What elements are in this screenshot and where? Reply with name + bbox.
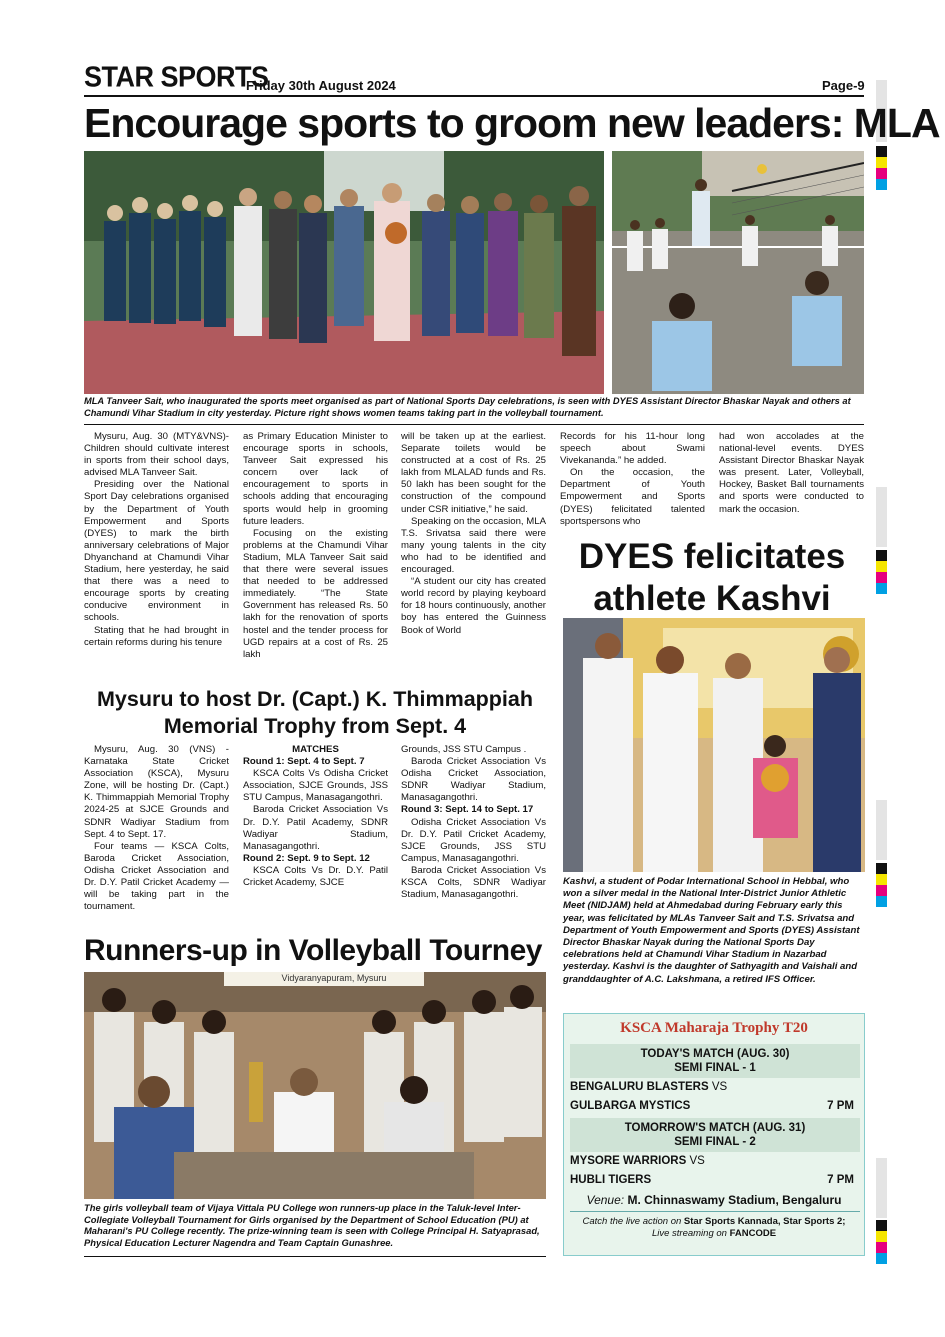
- photo-volleyball-team: [84, 972, 546, 1199]
- paragraph: as Primary Education Minister to encourage sports in schools, Tanveer Sait expressed his concern over lack of encouragement to sports in schools adding that encouraging sports would help in grooming future leaders.: [243, 431, 388, 527]
- paragraph: Records for his 11-hour long speech about Swami Vivekananda.” he added.: [560, 431, 705, 467]
- ksca-title: KSCA Maharaja Trophy T20: [620, 1020, 808, 1036]
- page-number: Page-9: [822, 78, 865, 93]
- color-registration-marks: [876, 1220, 887, 1264]
- caption-rule: [84, 1256, 546, 1257]
- today-team-1: [570, 1081, 860, 1093]
- streaming-line: Live streaming on FANCODE: [651, 1228, 777, 1239]
- photo-mla-group: [84, 151, 604, 394]
- broadcast-info: [564, 1216, 864, 1240]
- round-heading: Round 1: Sept. 4 to Sept. 7: [243, 756, 365, 768]
- paragraph: Stating that he had brought in certain reforms during his tenure: [84, 624, 229, 648]
- margin-bar: [876, 1158, 887, 1218]
- photo-kashvi-felicitation: [563, 618, 865, 872]
- team-name: GULBARGA MYSTICS: [570, 1100, 691, 1112]
- tomorrow-match-time: 7 PM: [827, 1174, 854, 1186]
- today-match-band: [570, 1044, 860, 1078]
- paragraph: On the occasion, the Department of Youth Empowerment and Sports (DYES) felicitated talented sportspersons who: [560, 467, 705, 527]
- streaming-platform: FANCODE: [729, 1228, 777, 1239]
- headline-volleyball-runners-up: Runners-up in Volleyball Tourney: [84, 934, 542, 967]
- headline-encourage-sports: Encourage sports to groom new leaders: MLA: [84, 100, 940, 146]
- team-name: BENGALURU BLASTERS: [570, 1081, 709, 1093]
- paragraph: Baroda Cricket Association Vs Dr. D.Y. Patil Academy, SDNR Wadiyar Stadium, Manasagangothri.: [243, 804, 388, 852]
- venue-divider: [570, 1211, 860, 1212]
- color-registration-marks: [876, 146, 887, 190]
- vs-label: VS: [689, 1155, 705, 1167]
- photo-volleyball-match: [612, 151, 864, 394]
- photo-caption-kashvi: Kashvi, a student of Podar International School in Hebbal, who won a silver medal in the National Inter-District Junior Athletic Meet (NIDJAM) held at Ahmedabad during February early this year, was felicitated by MLAs Tanveer Sait and T.S. Srivatsa and Department of Youth Empowerment and Sports (DYES) Assistant Director Bhaskar Nayak during the National Sports Day celebrations held at Chamundi Vihar Stadium in Nazarbad yesterday. Kashvi is the daughter of Sathyagith and Vaishali and granddaughter of A.C. Lakshmana, a retired IFS Officer.: [563, 876, 860, 985]
- today-team-2: [570, 1100, 860, 1112]
- margin-bar: [876, 800, 887, 860]
- vs-label: VS: [711, 1081, 728, 1093]
- masthead-rule: [84, 95, 864, 97]
- tomorrow-team-1: [570, 1155, 860, 1167]
- paragraph: Presiding over the National Sport Day celebrations organised by the Department of Youth Empowerment and Sports (DYES) to mark the birth anniversary celebrations of Major Dhyanchand at Chamundi Vihar Stadium, here yesterday, he said that there was a need to encourage sports by creating conducive environment in schools.: [84, 479, 229, 624]
- color-registration-marks: [876, 550, 887, 594]
- headline-line: athlete Kashvi: [593, 579, 831, 618]
- paragraph: KSCA Colts Vs Odisha Cricket Association, SJCE Grounds, JSS STU Campus, Manasagangothri.: [243, 768, 388, 804]
- headline-dyes-felicitates: [560, 536, 864, 620]
- paragraph: Focusing on the existing problems at the Chamundi Vihar Stadium, MLA Tanveer Sait said that there were several issues that needed to be addressed immediately. “The State Government has released Rs. 50 lakh for the renovation of sports hostel and the tender process for UGD repairs at a cost of Rs. 25 lakh: [243, 527, 388, 660]
- matches-heading: MATCHES: [292, 744, 339, 755]
- cricket-column-1: [84, 744, 229, 913]
- team-name: HUBLI TIGERS: [570, 1174, 652, 1186]
- headline-line: DYES felicitates: [578, 537, 846, 576]
- photo-caption-volleyball: The girls volleyball team of Vijaya Vittala PU College won runners-up place in the Taluk-level Inter-Collegiate Volleyball Tournament for Girls organised by the Department of School Education (PU) at Maharani's PU College recently. The prize-winning team is seen with College Principal H. Satyaprasad, Physical Education Lecturer Nagendra and Team Captain Gunashree.: [84, 1202, 540, 1249]
- broadcast-line: Catch the live action on Star Sports Kannada, Star Sports 2;: [582, 1216, 846, 1227]
- team-name: MYSORE WARRIORS: [570, 1155, 687, 1167]
- paragraph: Baroda Cricket Association Vs Odisha Cricket Association, SDNR Wadiyar Stadium, Manasagangothri.: [401, 756, 546, 804]
- paragraph: Mysuru, Aug. 30 (VNS) - Karnataka State Cricket Association (KSCA), Mysuru Zone, will be hosting Dr. (Capt.) K. Thimmappiah Memorial Trophy 2024-25 at SJCE Grounds and SDNR Wadiyar Stadium from Sept. 4 to Sept. 17.: [84, 744, 229, 840]
- paragraph: had won accolades at the national-level events. DYES Assistant Director Bhaskar Nayak was present. Later, Volleyball, Hockey, Basket Ball tournaments and sports were conducted to mark the occasion.: [719, 431, 864, 515]
- photo-caption-mla: MLA Tanveer Sait, who inaugurated the sports meet organised as part of National Sports Day celebrations, is seen with DYES Assistant Director Bhaskar Nayak and others at Chamundi Vihar Stadium in city yesterday. Picture right shows women teams taking part in the volleyball tournament.: [84, 396, 851, 418]
- article-column-4: [560, 431, 705, 528]
- masthead-title: STAR SPORTS: [84, 61, 269, 93]
- ksca-schedule-box: [563, 1013, 865, 1256]
- headline-line: Mysuru to host Dr. (Capt.) K. Thimmappiah: [97, 687, 533, 711]
- paragraph: Baroda Cricket Association Vs KSCA Colts, SDNR Wadiyar Stadium, Manasagangothri.: [401, 864, 546, 901]
- paragraph: Four teams — KSCA Colts, Baroda Cricket Association, Odisha Cricket Association and Dr. D.Y. Patil Cricket Academy — will be taking part in the tournament.: [84, 840, 229, 913]
- headline-line: Memorial Trophy from Sept. 4: [163, 714, 467, 738]
- paragraph: will be taken up at the earliest. Separate toilets would be constructed at a cost of Rs. 25 lakh from MLALAD funds and Rs. 50 lakh has been sought for the construction of the compound under CSR initiative,” he said.: [401, 431, 546, 515]
- channel-names: Star Sports Kannada, Star Sports 2;: [683, 1216, 846, 1227]
- tomorrow-semifinal-label: SEMI FINAL - 2: [674, 1136, 756, 1148]
- headline-thimmappiah-trophy: [84, 686, 546, 740]
- margin-bar: [876, 487, 887, 547]
- round-heading: Round 3: Sept. 14 to Sept. 17: [401, 804, 534, 816]
- cricket-column-2: [243, 744, 388, 889]
- paragraph: Grounds, JSS STU Campus .: [401, 744, 527, 755]
- paragraph: KSCA Colts Vs Dr. D.Y. Patil Cricket Academy, SJCE: [243, 864, 388, 889]
- venue-name: M. Chinnaswamy Stadium, Bengaluru: [627, 1193, 842, 1207]
- cricket-column-3: [401, 744, 546, 901]
- venue-label: Venue:: [586, 1193, 625, 1207]
- paragraph: Odisha Cricket Association Vs Dr. D.Y. Patil Cricket Academy, SJCE Grounds, JSS STU Campus, Manasagangothri.: [401, 816, 546, 864]
- color-registration-marks: [876, 863, 887, 907]
- paragraph: Mysuru, Aug. 30 (MTY&VNS)- Children should cultivate interest in sports from their school days, advised MLA Tanveer Sait.: [84, 431, 229, 479]
- today-match-time: 7 PM: [827, 1100, 854, 1112]
- paragraph: Speaking on the occasion, MLA T.S. Srivatsa said there were many young talents in the city who had to be identified and encouraged.: [401, 515, 546, 576]
- today-semifinal-label: SEMI FINAL - 1: [674, 1062, 756, 1074]
- caption-rule: [84, 424, 864, 425]
- article-column-3: [401, 431, 546, 637]
- tomorrow-match-label: TOMORROW'S MATCH (AUG. 31): [624, 1122, 806, 1134]
- today-match-label: TODAY'S MATCH (AUG. 30): [640, 1048, 790, 1060]
- article-column-5: [719, 431, 864, 516]
- round-heading: Round 2: Sept. 9 to Sept. 12: [243, 852, 370, 864]
- article-column-1: [84, 431, 229, 649]
- tomorrow-match-band: [570, 1118, 860, 1152]
- venue-line: [564, 1193, 864, 1207]
- article-column-2: [243, 431, 388, 661]
- tomorrow-team-2: [570, 1174, 860, 1186]
- paragraph: “A student our city has created world record by playing keyboard for 18 hours continuously, another boy has entered the Guinness Book of World: [401, 576, 546, 636]
- issue-date: Friday 30th August 2024: [246, 78, 396, 93]
- photo-banner-text: Vidyaranyapuram, Mysuru: [281, 973, 387, 983]
